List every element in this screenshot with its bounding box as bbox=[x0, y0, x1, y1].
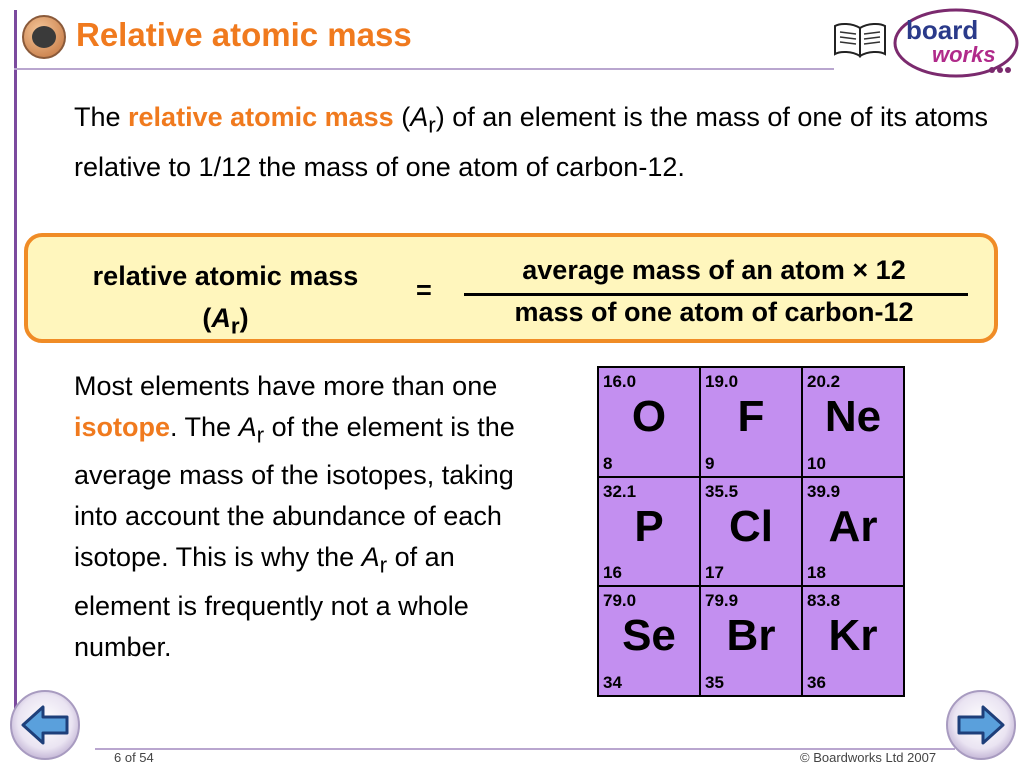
element-cell-phosphorus bbox=[599, 478, 699, 586]
periodic-table-excerpt bbox=[597, 366, 905, 697]
element-number: 10 bbox=[807, 453, 826, 473]
element-cell-oxygen bbox=[599, 368, 699, 476]
logo-text-board: board bbox=[906, 15, 979, 45]
formula-denominator: mass of one atom of carbon-12 bbox=[514, 297, 914, 327]
element-cell-chlorine bbox=[701, 478, 801, 586]
book-icon[interactable] bbox=[832, 20, 888, 60]
formula-box bbox=[24, 233, 998, 343]
element-symbol: Br bbox=[726, 611, 776, 661]
element-number: 17 bbox=[705, 563, 724, 583]
element-mass: 79.9 bbox=[705, 591, 739, 611]
formula-left: relative atomic mass $(A_r)$ bbox=[92, 261, 359, 339]
element-mass: 79.0 bbox=[603, 591, 637, 611]
element-number: 16 bbox=[603, 563, 622, 583]
formula-numerator: average mass of an atom × 12 bbox=[522, 255, 906, 285]
element-number: 9 bbox=[705, 453, 715, 473]
element-cell-krypton bbox=[803, 587, 903, 695]
element-symbol: Kr bbox=[828, 611, 878, 661]
element-symbol: O bbox=[631, 392, 667, 441]
title-underline bbox=[14, 68, 834, 70]
intro-paragraph: The relative atomic mass $(A_r)$ of an element is the mass of one of its atoms relative to 1/12 the mass of one atom of carbon-12. bbox=[74, 102, 988, 183]
element-symbol: F bbox=[737, 392, 765, 441]
element-mass: 35.5 bbox=[705, 481, 739, 501]
page-count: 6 of 54 bbox=[114, 750, 154, 765]
element-cell-neon bbox=[803, 368, 903, 476]
arrow-left-icon bbox=[19, 701, 71, 749]
element-number: 36 bbox=[807, 672, 826, 692]
element-number: 34 bbox=[603, 672, 622, 692]
element-mass: 32.1 bbox=[603, 481, 637, 501]
left-border bbox=[14, 10, 17, 735]
element-symbol: Ar bbox=[828, 501, 878, 551]
element-mass: 16.0 bbox=[603, 372, 637, 391]
element-number: 18 bbox=[807, 563, 826, 583]
element-symbol: Cl bbox=[729, 501, 773, 551]
element-number: 8 bbox=[603, 453, 613, 473]
element-mass: 39.9 bbox=[807, 481, 841, 501]
term-relative-atomic-mass: relative atomic mass bbox=[128, 102, 394, 132]
element-cell-bromine bbox=[701, 587, 801, 695]
element-cell-selenium bbox=[599, 587, 699, 695]
term-isotope: isotope bbox=[74, 412, 171, 442]
formula-equals: = bbox=[416, 275, 432, 305]
element-symbol: P bbox=[634, 501, 664, 551]
element-mass: 83.8 bbox=[807, 591, 841, 611]
copyright-notice: © Boardworks Ltd 2007 bbox=[800, 750, 937, 765]
element-mass: 20.2 bbox=[807, 372, 841, 391]
isotope-paragraph: Most elements have more than one isotope. The $A_r$ of the element is the average mass of the isotopes, taking into account the abundance of each isotope. This is why the $A_r$ of an element is frequently not a whole number. bbox=[74, 371, 515, 662]
next-slide-button[interactable] bbox=[946, 690, 1016, 760]
previous-slide-button[interactable] bbox=[10, 690, 80, 760]
element-cell-argon bbox=[803, 478, 903, 586]
element-cell-fluorine bbox=[701, 368, 801, 476]
mole-icon bbox=[22, 15, 66, 59]
arrow-right-icon bbox=[955, 701, 1007, 749]
boardworks-logo bbox=[892, 6, 1020, 80]
logo-text-works: works bbox=[932, 42, 996, 67]
page-title: Relative atomic mass bbox=[76, 16, 412, 53]
element-symbol: Se bbox=[622, 611, 676, 661]
fraction-bar bbox=[464, 293, 968, 296]
element-symbol: Ne bbox=[824, 392, 882, 441]
element-number: 35 bbox=[705, 672, 724, 692]
element-mass: 19.0 bbox=[705, 372, 739, 391]
